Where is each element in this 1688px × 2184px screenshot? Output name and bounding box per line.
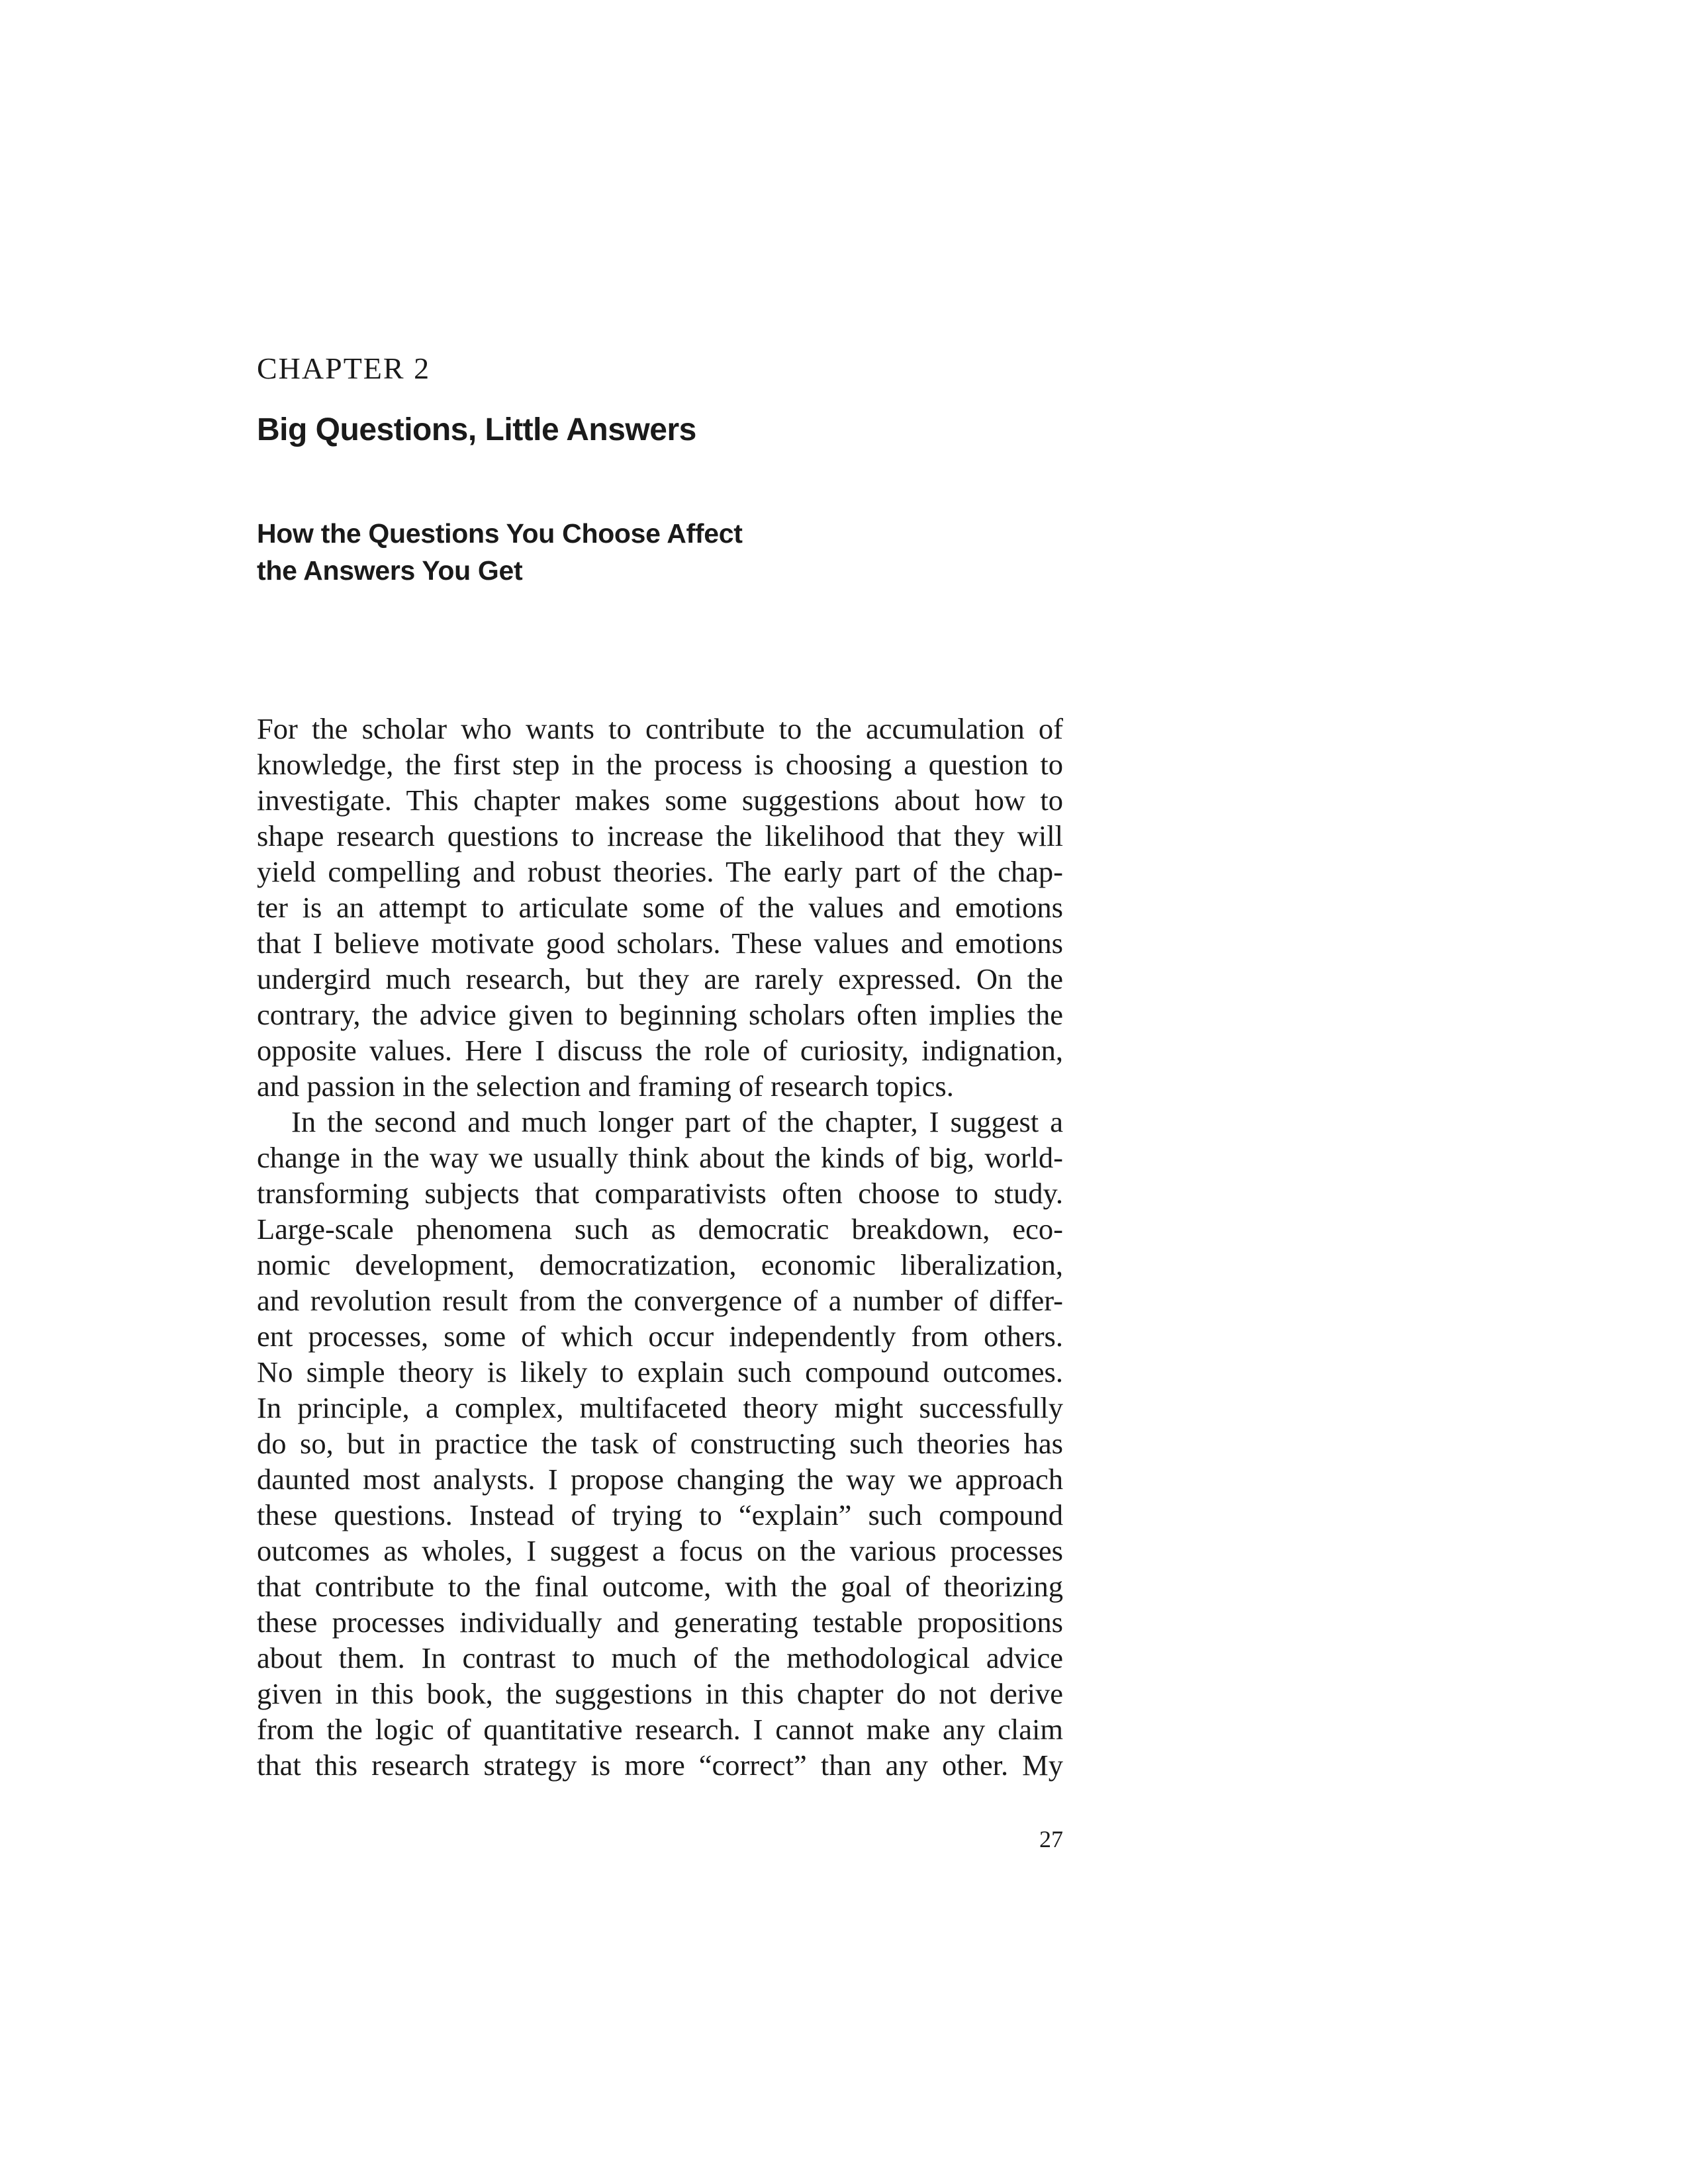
text-line: daunted most analysts. I propose changing the way we approach bbox=[257, 1463, 1063, 1496]
text-line: that this research strategy is more “correct” than any other. My bbox=[257, 1749, 1063, 1782]
text-line: that contribute to the final outcome, with the goal of theorizing bbox=[257, 1570, 1063, 1603]
subtitle-line: How the Questions You Choose Affect bbox=[257, 518, 743, 549]
text-line: and revolution result from the convergence of a number of differ- bbox=[257, 1284, 1063, 1317]
text-line: change in the way we usually think about the kinds of big, world- bbox=[257, 1141, 1063, 1174]
text-line: these processes individually and generating testable propositions bbox=[257, 1606, 1063, 1639]
chapter-title: Big Questions, Little Answers bbox=[257, 412, 696, 447]
text-line: No simple theory is likely to explain such compound outcomes. bbox=[257, 1355, 1063, 1388]
text-line: opposite values. Here I discuss the role of curiosity, indignation, bbox=[257, 1034, 1063, 1067]
text-line: do so, but in practice the task of constructing such theories has bbox=[257, 1427, 1063, 1460]
paragraph-2 bbox=[257, 1104, 1063, 1783]
text-line: knowledge, the first step in the process is choosing a question to bbox=[257, 748, 1063, 781]
text-line: that I believe motivate good scholars. These values and emotions bbox=[257, 927, 1063, 960]
text-line: and passion in the selection and framing of research topics. bbox=[257, 1069, 954, 1103]
text-line: yield compelling and robust theories. The early part of the chap- bbox=[257, 855, 1063, 888]
text-line: For the scholar who wants to contribute to the accumulation of bbox=[257, 712, 1063, 745]
text-line: ent processes, some of which occur independently from others. bbox=[257, 1320, 1063, 1353]
text-line: In principle, a complex, multifaceted theory might successfully bbox=[257, 1391, 1063, 1424]
text-line: shape research questions to increase the likelihood that they will bbox=[257, 819, 1063, 852]
text-line: ter is an attempt to articulate some of the values and emotions bbox=[257, 891, 1063, 924]
text-line: these questions. Instead of trying to “explain” such compound bbox=[257, 1498, 1063, 1531]
text-line: Large-scale phenomena such as democratic breakdown, eco- bbox=[257, 1212, 1063, 1246]
page-number: 27 bbox=[1039, 1826, 1063, 1852]
text-line: from the logic of quantitative research. I cannot make any claim bbox=[257, 1713, 1063, 1746]
text-line: investigate. This chapter makes some suggestions about how to bbox=[257, 784, 1063, 817]
text-line: about them. In contrast to much of the methodological advice bbox=[257, 1641, 1063, 1674]
chapter-subtitle bbox=[257, 515, 743, 589]
subtitle-line: the Answers You Get bbox=[257, 555, 523, 586]
text-line: In the second and much longer part of the chapter, I suggest a bbox=[291, 1105, 1063, 1138]
chapter-label: CHAPTER 2 bbox=[257, 351, 431, 385]
text-line: nomic development, democratization, economic liberalization, bbox=[257, 1248, 1063, 1281]
paragraph-1 bbox=[257, 711, 1063, 1104]
text-line: outcomes as wholes, I suggest a focus on the various processes bbox=[257, 1534, 1063, 1567]
text-line: contrary, the advice given to beginning scholars often implies the bbox=[257, 998, 1063, 1031]
text-line: undergird much research, but they are rarely expressed. On the bbox=[257, 962, 1063, 995]
text-line: given in this book, the suggestions in this chapter do not derive bbox=[257, 1677, 1063, 1710]
body-text bbox=[257, 711, 1063, 1783]
text-line: transforming subjects that comparativists often choose to study. bbox=[257, 1177, 1063, 1210]
